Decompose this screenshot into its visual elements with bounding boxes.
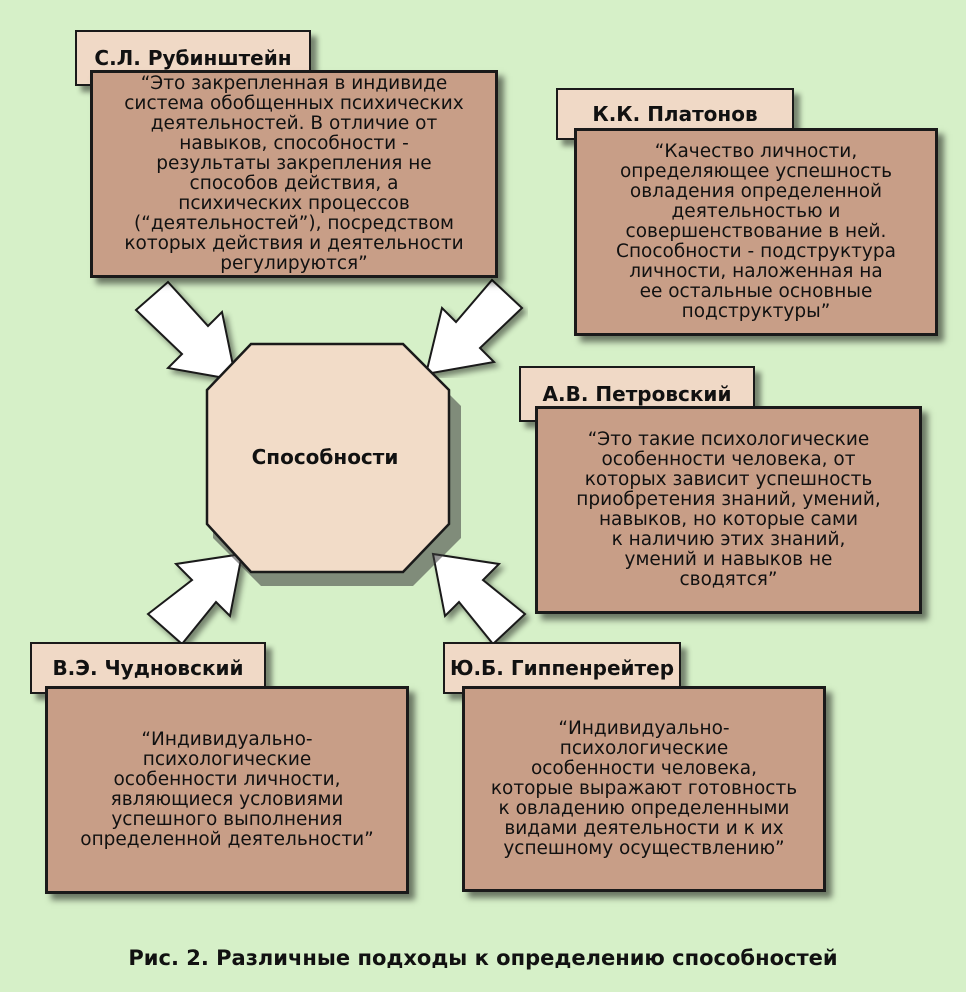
quote-box-platonov bbox=[574, 128, 938, 336]
quote-text: “Качество личности, определяющее успешность овладения определенной деятельностью и совершенствование в ней. Способности - подструктура личности, наложенная на ее остальные основные подструктуры” bbox=[616, 141, 896, 322]
author-name-text: А.В. Петровский bbox=[542, 382, 732, 406]
author-name-text: В.Э. Чудновский bbox=[52, 656, 244, 680]
quote-box-rubinstein bbox=[90, 70, 498, 278]
author-name-text: Ю.Б. Гиппенрейтер bbox=[449, 656, 675, 680]
quote-text: “Это такие психологические особенности человека, от которых зависит успешность приобретения знаний, умений, навыков, но которые сами к наличию этих знаний, умений и навыков не сводятся” bbox=[576, 429, 881, 590]
quote-text: “Индивидуально- психологические особенности личности, являющиеся условиями успешного выполнения определенной деятельности” bbox=[80, 729, 374, 850]
center-label: Способности bbox=[251, 445, 399, 469]
quote-box-gippenreiter bbox=[462, 686, 826, 892]
quote-box-petrovsky bbox=[535, 406, 922, 614]
author-name-text: С.Л. Рубинштейн bbox=[94, 46, 292, 70]
quote-text: “Индивидуально- психологические особенности человека, которые выражают готовность к овладению определенными видами деятельности и к их успешному осуществлению” bbox=[490, 718, 798, 859]
author-name-text: К.К. Платонов bbox=[592, 102, 758, 126]
quote-box-chudnovsky bbox=[45, 686, 409, 894]
figure-caption: Рис. 2. Различные подходы к определению способностей bbox=[128, 946, 838, 970]
quote-text: “Это закрепленная в индивиде система обобщенных психических деятельностей. В отличие от навыков, способности - результаты закрепления не способов действия, а психических процессов (“деятельностей”), посредством которых действия и деятельности регулируются” bbox=[124, 73, 464, 274]
